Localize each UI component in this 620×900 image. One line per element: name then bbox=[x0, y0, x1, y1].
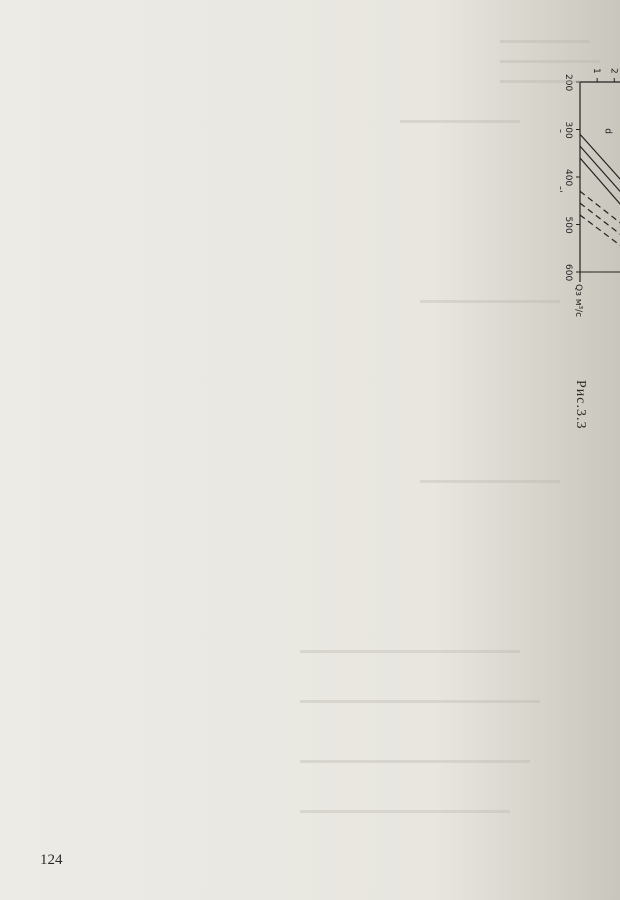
x-axis-label: Qз м³/с bbox=[573, 284, 583, 318]
point-label: d bbox=[602, 128, 613, 134]
series-line bbox=[580, 203, 620, 272]
series-line bbox=[580, 158, 620, 272]
page-number: 124 bbox=[40, 852, 63, 868]
x-tick-label: 600 bbox=[563, 264, 573, 282]
point-label bbox=[560, 128, 563, 133]
series-line bbox=[580, 134, 620, 272]
point-label: c' bbox=[560, 185, 563, 193]
series-line bbox=[580, 191, 620, 272]
x-tick-label: 200 bbox=[563, 74, 573, 92]
y-tick-label: 1 bbox=[591, 68, 602, 74]
x-tick-label: 500 bbox=[563, 216, 573, 234]
x-tick-label: 300 bbox=[563, 121, 573, 139]
figure-svg bbox=[560, 22, 620, 862]
series-line bbox=[580, 215, 620, 272]
figure-block bbox=[560, 22, 620, 862]
figure-caption: Рис.3.3 bbox=[573, 380, 588, 430]
x-tick-label: 400 bbox=[563, 169, 573, 187]
y-tick-label: 2 bbox=[608, 68, 619, 74]
panel-v-chart bbox=[560, 52, 620, 317]
